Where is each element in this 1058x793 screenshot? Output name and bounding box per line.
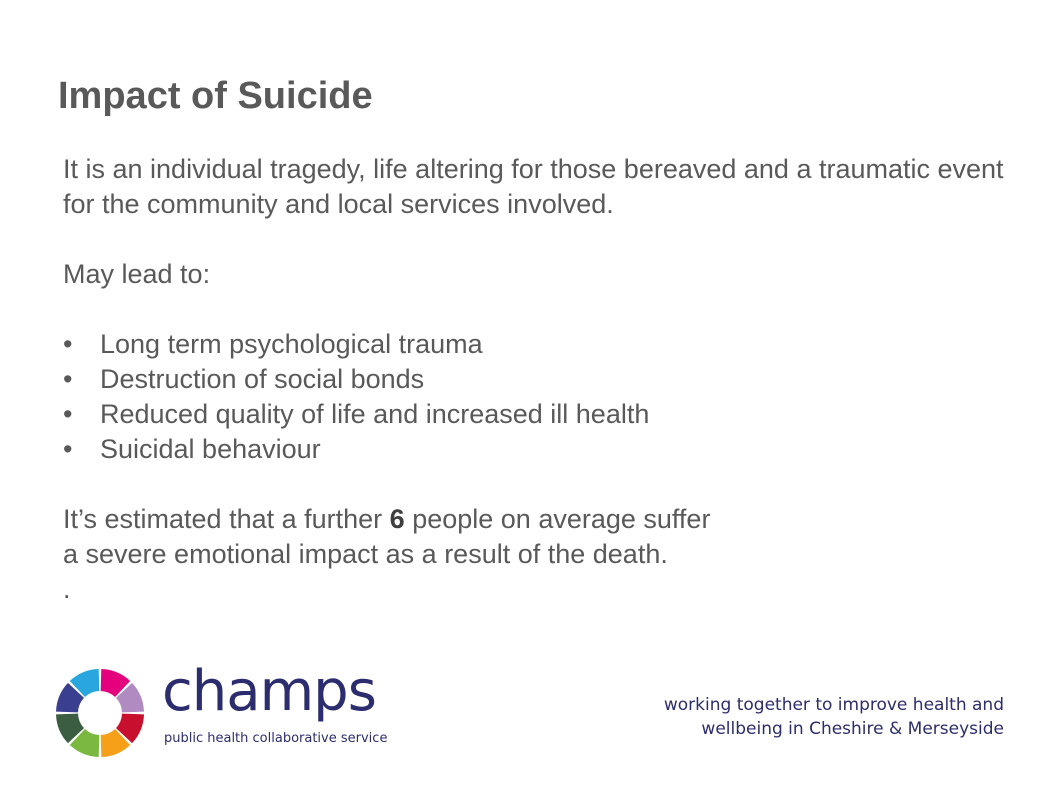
estimate-text-after: people on average suffer xyxy=(404,504,711,534)
spacer xyxy=(63,292,1023,327)
bullet-icon: • xyxy=(63,329,73,359)
list-item xyxy=(63,327,1023,362)
slide-title: Impact of Suicide xyxy=(58,75,373,117)
intro-paragraph: It is an individual tragedy, life altering for those bereaved and a traumatic event for the community and local services involved. xyxy=(63,154,1004,219)
estimate-paragraph xyxy=(63,502,1023,572)
list-item xyxy=(63,362,1023,397)
list-item-text: Destruction of social bonds xyxy=(100,364,425,394)
spacer xyxy=(63,467,1023,502)
slide-body xyxy=(63,152,1023,607)
bullet-icon: • xyxy=(63,364,73,394)
brand-name: champs xyxy=(162,659,376,724)
spacer xyxy=(63,222,1023,257)
footer-tagline xyxy=(584,693,1004,741)
champs-logo-icon xyxy=(55,668,145,758)
list-item-text: Suicidal behaviour xyxy=(100,434,321,464)
estimate-text-line2: a severe emotional impact as a result of the death. xyxy=(63,539,668,569)
list-item xyxy=(63,397,1023,432)
estimate-text-before: It’s estimated that a further xyxy=(63,504,390,534)
bullet-icon: • xyxy=(63,399,73,429)
tagline-line-2: wellbeing in Cheshire & Merseyside xyxy=(701,719,1004,739)
bullet-icon: • xyxy=(63,434,73,464)
estimate-number: 6 xyxy=(389,504,405,534)
impact-list xyxy=(63,327,1023,467)
tagline-line-1: working together to improve health and xyxy=(663,695,1004,715)
lead-in-text: May lead to: xyxy=(63,259,211,289)
trailing-period: . xyxy=(63,574,71,604)
list-item xyxy=(63,432,1023,467)
brand-subtitle: public health collaborative service xyxy=(164,731,388,746)
list-item-text: Reduced quality of life and increased ill health xyxy=(100,399,650,429)
logo-ring-icon xyxy=(55,668,145,758)
footer xyxy=(40,656,1040,766)
list-item-text: Long term psychological trauma xyxy=(100,329,483,359)
